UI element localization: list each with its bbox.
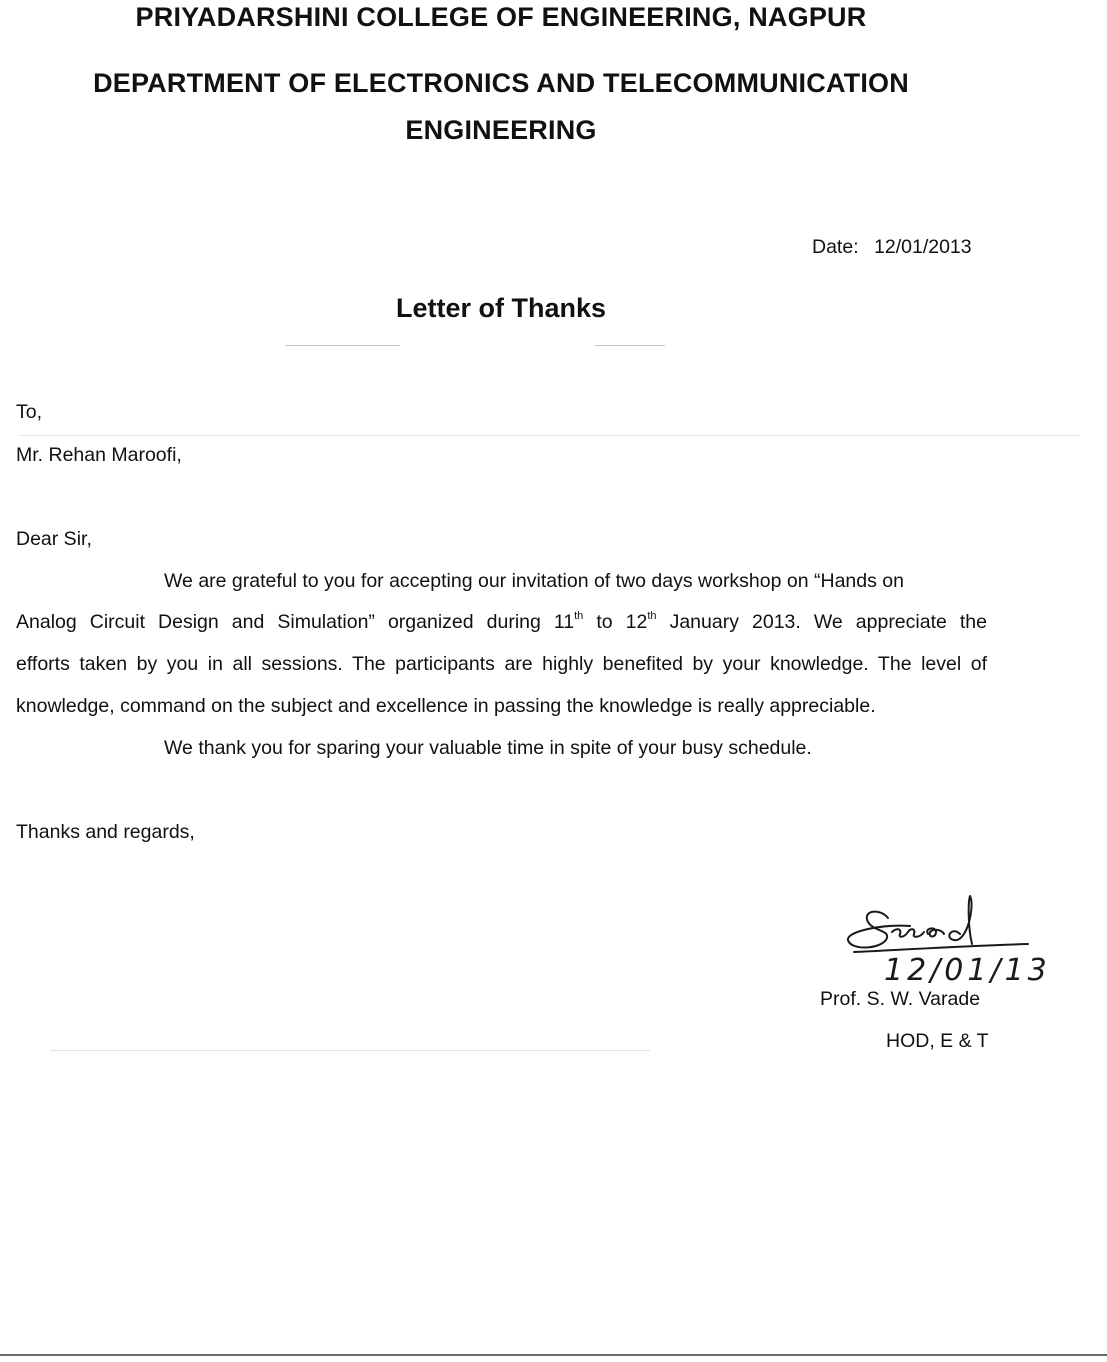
signatory-designation: HOD, E & T [886, 1030, 989, 1052]
department-name-line1: DEPARTMENT OF ELECTRONICS AND TELECOMMUNICATION [93, 68, 909, 98]
body-paragraph-1-line-1: We are grateful to you for accepting our invitation of two days workshop on “Hands on [164, 570, 904, 592]
department-name-line2: ENGINEERING [405, 115, 597, 145]
body-paragraph-1-line-3: efforts taken by you in all sessions. The participants are highly benefited by your knowledge. The level of [16, 653, 987, 675]
body-paragraph-1-line-2: Analog Circuit Design and Simulation” organized during 11th to 12th January 2013. We appreciate the [16, 610, 987, 633]
scan-mark [50, 1050, 650, 1051]
page-bottom-edge [0, 1354, 1107, 1356]
closing: Thanks and regards, [16, 821, 195, 843]
date-value: 12/01/2013 [874, 236, 972, 258]
signatory-name: Prof. S. W. Varade [820, 988, 981, 1010]
body-paragraph-1-line-4: knowledge, command on the subject and excellence in passing the knowledge is really appreciable. [16, 695, 876, 717]
college-name: PRIYADARSHINI COLLEGE OF ENGINEERING, NAGPUR [135, 2, 867, 32]
scan-mark [595, 345, 665, 346]
salutation: Dear Sir, [16, 528, 92, 550]
recipient-to: To, [16, 401, 43, 423]
scan-mark [285, 345, 400, 346]
scan-mark [20, 435, 1080, 436]
signature-scribble [840, 888, 1065, 988]
body-paragraph-2: We thank you for sparing your valuable time in spite of your busy schedule. [164, 737, 812, 759]
date-label: Date: [812, 236, 859, 258]
signature-date: 12/01/13 [884, 953, 1051, 988]
recipient-name: Mr. Rehan Maroofi, [16, 444, 182, 466]
letter-date [812, 236, 972, 259]
letter-title: Letter of Thanks [395, 293, 607, 323]
